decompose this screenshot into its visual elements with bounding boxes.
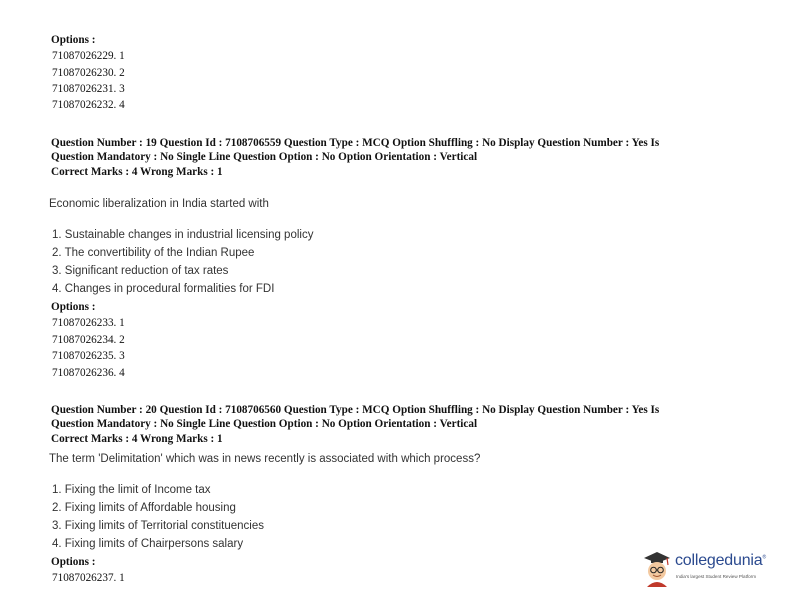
option-id: 71087026232. 4 <box>52 99 125 111</box>
question-meta: Question Mandatory : No Single Line Question Option : No Option Orientation : Vertical <box>51 418 478 430</box>
option-id: 71087026230. 2 <box>52 67 125 79</box>
option-id: 71087026237. 1 <box>52 572 125 584</box>
answer-choice: 2. Fixing limits of Affordable housing <box>52 502 236 514</box>
question-meta: Question Mandatory : No Single Line Question Option : No Option Orientation : Vertical <box>51 151 478 163</box>
question-marks: Correct Marks : 4 Wrong Marks : 1 <box>51 433 223 445</box>
answer-choice: 4. Changes in procedural formalities for FDI <box>52 283 275 295</box>
question-meta: Question Number : 20 Question Id : 7108706560 Question Type : MCQ Option Shuffling : No Display Question Number : Yes Is <box>51 404 660 416</box>
question-text: Economic liberalization in India started with <box>49 198 269 210</box>
option-id: 71087026231. 3 <box>52 83 125 95</box>
answer-choice: 3. Fixing limits of Territorial constituencies <box>52 520 264 532</box>
question-text: The term 'Delimitation' which was in news recently is associated with which process? <box>49 453 481 465</box>
option-id: 71087026235. 3 <box>52 350 125 362</box>
options-label: Options : <box>51 34 96 46</box>
answer-choice: 1. Fixing the limit of Income tax <box>52 484 211 496</box>
logo-wordmark: collegedunia® <box>675 552 766 569</box>
answer-choice: 4. Fixing limits of Chairpersons salary <box>52 538 244 550</box>
answer-choice: 3. Significant reduction of tax rates <box>52 265 229 277</box>
option-id: 71087026229. 1 <box>52 50 125 62</box>
question-meta: Question Number : 19 Question Id : 7108706559 Question Type : MCQ Option Shuffling : No Display Question Number : Yes Is <box>51 137 660 149</box>
question-marks: Correct Marks : 4 Wrong Marks : 1 <box>51 166 223 178</box>
answer-choice: 2. The convertibility of the Indian Rupee <box>52 247 255 259</box>
graduate-mascot-icon <box>640 549 674 589</box>
logo-tagline: India's largest Student Review Platform <box>676 574 757 579</box>
option-id: 71087026236. 4 <box>52 367 125 379</box>
option-id: 71087026234. 2 <box>52 334 125 346</box>
options-label: Options : <box>51 556 96 568</box>
collegedunia-logo <box>640 549 780 589</box>
options-label: Options : <box>51 301 96 313</box>
option-id: 71087026233. 1 <box>52 317 125 329</box>
answer-choice: 1. Sustainable changes in industrial licensing policy <box>52 229 314 241</box>
